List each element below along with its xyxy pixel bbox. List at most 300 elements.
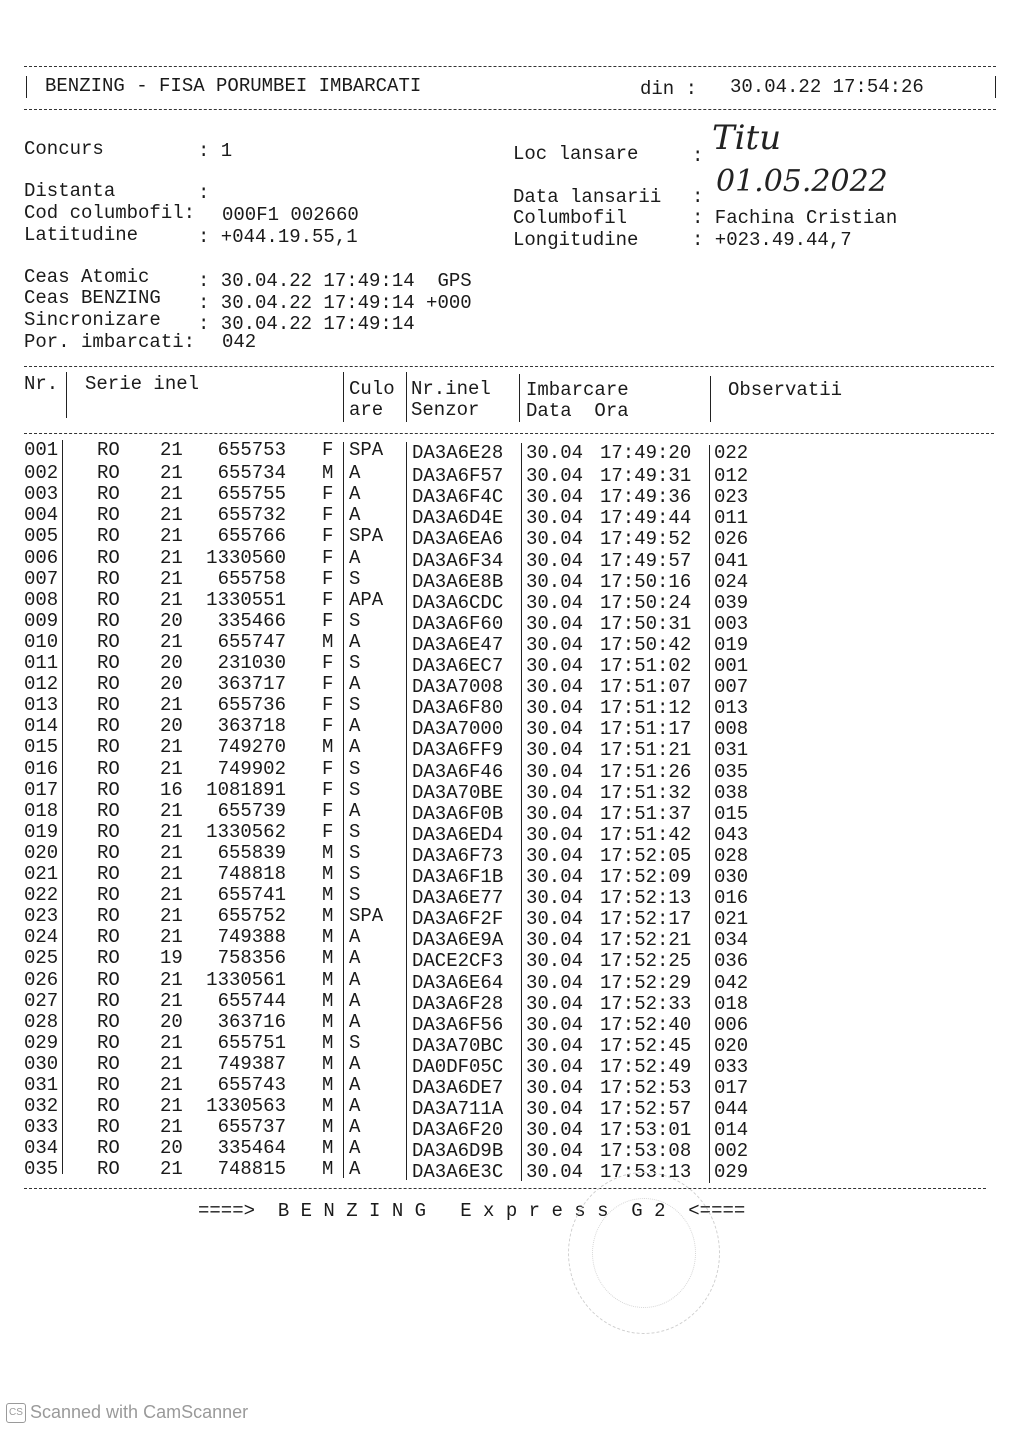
- color: A: [349, 504, 361, 527]
- table-row: [0, 820, 1024, 846]
- country: RO: [97, 799, 120, 822]
- sensor-id: DA3A6F1B: [412, 866, 504, 888]
- observation: 021: [714, 908, 749, 931]
- observation: 028: [714, 844, 749, 867]
- table-row: [0, 736, 1024, 762]
- date: 30.04: [526, 633, 584, 656]
- col-header-senzor-1: Nr.inel: [411, 378, 491, 400]
- row-nr: 013: [24, 694, 59, 717]
- sensor-id: DA3A6F4C: [412, 486, 504, 509]
- table-header-rule: [24, 433, 994, 434]
- country: RO: [97, 841, 120, 864]
- country: RO: [97, 947, 120, 970]
- sex: M: [322, 462, 334, 485]
- color: S: [349, 863, 361, 885]
- time: 17:49:20: [600, 442, 692, 464]
- header-bottom-rule: [24, 109, 996, 110]
- table-row: [0, 1137, 1024, 1163]
- country: RO: [97, 1116, 120, 1139]
- observation: 030: [714, 866, 749, 888]
- date: 30.04: [526, 718, 584, 741]
- date: 30.04: [526, 929, 584, 952]
- country: RO: [97, 1052, 120, 1075]
- year: 21: [160, 630, 183, 653]
- row-nr: 015: [24, 736, 59, 759]
- row-nr: 018: [24, 799, 59, 822]
- concurs-value: : 1: [198, 140, 233, 162]
- sex: F: [322, 757, 334, 780]
- ring-number: 748818: [217, 863, 286, 885]
- color: A: [349, 1074, 361, 1096]
- observation: 002: [714, 1140, 749, 1163]
- color: S: [349, 1031, 361, 1054]
- ring-number: 655755: [217, 483, 286, 506]
- row-nr: 021: [24, 863, 59, 885]
- ring-number: 335466: [217, 609, 286, 632]
- date: 30.04: [526, 465, 584, 488]
- time: 17:53:13: [600, 1161, 692, 1184]
- date: 30.04: [526, 950, 584, 973]
- observation: 036: [714, 950, 749, 973]
- year: 21: [160, 736, 183, 759]
- sensor-id: DA3A6F73: [412, 844, 504, 867]
- sensor-id: DA3A6CDC: [412, 591, 504, 614]
- observation: 043: [714, 823, 749, 846]
- row-nr: 034: [24, 1137, 59, 1160]
- sex: M: [322, 630, 334, 653]
- sensor-id: DA3A6F28: [412, 992, 504, 1015]
- color: A: [349, 1116, 361, 1139]
- sensor-id: DA3A6FF9: [412, 739, 504, 762]
- table-row: [0, 1052, 1024, 1078]
- sex: F: [322, 799, 334, 822]
- year: 21: [160, 884, 183, 907]
- sex: F: [322, 652, 334, 674]
- country: RO: [97, 905, 120, 928]
- year: 21: [160, 483, 183, 506]
- observation: 031: [714, 739, 749, 762]
- time: 17:52:40: [600, 1013, 692, 1036]
- ring-number: 1330563: [206, 1095, 286, 1118]
- time: 17:51:21: [600, 739, 692, 762]
- sex: M: [322, 905, 334, 928]
- row-nr: 005: [24, 525, 59, 548]
- date: 30.04: [526, 570, 584, 593]
- row-nr: 020: [24, 841, 59, 864]
- time: 17:51:32: [600, 781, 692, 804]
- row-nr: 028: [24, 1010, 59, 1033]
- table-row: [0, 504, 1024, 530]
- ring-number: 1330561: [206, 968, 286, 991]
- color: A: [349, 673, 361, 696]
- ring-number: 655766: [217, 525, 286, 548]
- year: 21: [160, 525, 183, 548]
- sensor-id: DA3A70BE: [412, 781, 504, 804]
- year: 20: [160, 609, 183, 632]
- country: RO: [97, 1010, 120, 1033]
- year: 21: [160, 820, 183, 843]
- sensor-id: DA3A6DE7: [412, 1077, 504, 1099]
- ring-number: 749387: [217, 1052, 286, 1075]
- sex: F: [322, 525, 334, 548]
- sex: M: [322, 863, 334, 885]
- observation: 026: [714, 528, 749, 551]
- header-right-bar: [995, 76, 996, 98]
- sensor-id: DA3A6EC7: [412, 655, 504, 677]
- country: RO: [97, 863, 120, 885]
- time: 17:52:09: [600, 866, 692, 888]
- color: A: [349, 989, 361, 1012]
- date: 30.04: [526, 507, 584, 530]
- row-nr: 029: [24, 1031, 59, 1054]
- camscanner-watermark: [6, 1402, 248, 1423]
- year: 20: [160, 1010, 183, 1033]
- sensor-id: DA3A6EA6: [412, 528, 504, 551]
- row-nr: 019: [24, 820, 59, 843]
- ring-number: 749270: [217, 736, 286, 759]
- sensor-id: DA3A6F57: [412, 465, 504, 488]
- country: RO: [97, 968, 120, 991]
- country: RO: [97, 588, 120, 611]
- sex: F: [322, 694, 334, 717]
- observation: 042: [714, 971, 749, 994]
- latitudine-value: : +044.19.55,1: [198, 226, 358, 248]
- sensor-id: DA3A6ED4: [412, 823, 504, 846]
- date: 30.04: [526, 739, 584, 762]
- table-row: [0, 525, 1024, 551]
- sensor-id: DA3A6F2F: [412, 908, 504, 931]
- sensor-id: DA3A6E3C: [412, 1161, 504, 1184]
- color: A: [349, 926, 361, 949]
- ceas-benzing-label: Ceas BENZING: [24, 287, 161, 309]
- row-nr: 016: [24, 757, 59, 780]
- row-nr: 017: [24, 778, 59, 801]
- time: 17:52:45: [600, 1034, 692, 1057]
- concurs-label: Concurs: [24, 138, 104, 160]
- country: RO: [97, 1031, 120, 1054]
- country: RO: [97, 525, 120, 548]
- date: 30.04: [526, 887, 584, 910]
- year: 21: [160, 968, 183, 991]
- table-row: [0, 947, 1024, 973]
- date: 30.04: [526, 528, 584, 551]
- year: 20: [160, 673, 183, 696]
- year: 21: [160, 1074, 183, 1096]
- sensor-id: DA3A6E77: [412, 887, 504, 910]
- sex: F: [322, 546, 334, 569]
- table-row: [0, 567, 1024, 593]
- table-row: [0, 905, 1024, 931]
- sex: F: [322, 483, 334, 506]
- country: RO: [97, 1074, 120, 1096]
- sex: M: [322, 1095, 334, 1118]
- color: S: [349, 841, 361, 864]
- observation: 039: [714, 591, 749, 614]
- table-row: [0, 1074, 1024, 1099]
- ring-number: 363717: [217, 673, 286, 696]
- color: A: [349, 630, 361, 653]
- time: 17:52:05: [600, 844, 692, 867]
- ceas-benzing-value: : 30.04.22 17:49:14 +000: [198, 292, 472, 314]
- date: 30.04: [526, 1034, 584, 1057]
- color: A: [349, 462, 361, 485]
- sex: F: [322, 439, 334, 461]
- sex: M: [322, 884, 334, 907]
- country: RO: [97, 1095, 120, 1118]
- time: 17:51:26: [600, 760, 692, 783]
- table-row: [0, 630, 1024, 656]
- date: 30.04: [526, 1140, 584, 1163]
- time: 17:53:08: [600, 1140, 692, 1163]
- row-nr: 033: [24, 1116, 59, 1139]
- ring-number: 749388: [217, 926, 286, 949]
- sex: F: [322, 609, 334, 632]
- date: 30.04: [526, 823, 584, 846]
- row-nr: 011: [24, 652, 59, 674]
- table-row: [0, 1116, 1024, 1142]
- ring-number: 655747: [217, 630, 286, 653]
- country: RO: [97, 439, 120, 461]
- porumbei-imbarcati-label: Por. imbarcati:: [24, 331, 196, 353]
- date: 30.04: [526, 1119, 584, 1142]
- ring-number: 363716: [217, 1010, 286, 1033]
- row-nr: 009: [24, 609, 59, 632]
- observation: 038: [714, 781, 749, 804]
- table-row: [0, 757, 1024, 783]
- col-header-imbarcare-1: Imbarcare: [526, 379, 629, 401]
- row-nr: 027: [24, 989, 59, 1012]
- sensor-id: DA3A6F46: [412, 760, 504, 783]
- sensor-id: DA3A6F0B: [412, 802, 504, 825]
- color: A: [349, 968, 361, 991]
- ceas-atomic-value: : 30.04.22 17:49:14 GPS: [198, 270, 472, 292]
- table-row: [0, 483, 1024, 509]
- longitudine-value: : +023.49.44,7: [692, 229, 852, 251]
- print-timestamp: 30.04.22 17:54:26: [730, 76, 924, 98]
- ring-number: 655753: [217, 439, 286, 461]
- row-nr: 026: [24, 968, 59, 991]
- year: 21: [160, 799, 183, 822]
- sensor-id: DA3A6E9A: [412, 929, 504, 952]
- sensor-id: DA3A6E47: [412, 633, 504, 656]
- sex: M: [322, 1116, 334, 1139]
- country: RO: [97, 567, 120, 590]
- ring-number: 1330551: [206, 588, 286, 611]
- time: 17:52:53: [600, 1077, 692, 1099]
- longitudine-label: Longitudine: [513, 229, 639, 251]
- footer-banner: ====> B E N Z I N G E x p r e s s G 2 <====: [198, 1200, 746, 1222]
- sex: F: [322, 820, 334, 843]
- columbofil-value: : Fachina Cristian: [692, 207, 898, 229]
- cod-columbofil-label: Cod columbofil:: [24, 202, 196, 224]
- ring-number: 655737: [217, 1116, 286, 1139]
- sex: M: [322, 947, 334, 970]
- ring-number: 758356: [217, 947, 286, 970]
- date: 30.04: [526, 676, 584, 699]
- sensor-id: DA3A6E8B: [412, 570, 504, 593]
- year: 21: [160, 1158, 183, 1181]
- time: 17:49:57: [600, 549, 692, 572]
- country: RO: [97, 715, 120, 738]
- observation: 008: [714, 718, 749, 741]
- color: S: [349, 694, 361, 717]
- observation: 006: [714, 1013, 749, 1036]
- row-nr: 025: [24, 947, 59, 970]
- table-row: [0, 588, 1024, 614]
- year: 21: [160, 546, 183, 569]
- ring-number: 655736: [217, 694, 286, 717]
- observation: 029: [714, 1161, 749, 1184]
- sex: M: [322, 1052, 334, 1075]
- row-nr: 035: [24, 1158, 59, 1181]
- country: RO: [97, 1137, 120, 1160]
- table-row: [0, 799, 1024, 825]
- header-top-rule: [24, 66, 996, 67]
- date: 30.04: [526, 697, 584, 720]
- date: 30.04: [526, 1098, 584, 1121]
- table-row: [0, 1031, 1024, 1057]
- year: 21: [160, 1052, 183, 1075]
- year: 21: [160, 504, 183, 527]
- observation: 015: [714, 802, 749, 825]
- sex: M: [322, 968, 334, 991]
- row-nr: 003: [24, 483, 59, 506]
- sincronizare-label: Sincronizare: [24, 309, 161, 331]
- loc-lansare-handwritten: Titu: [712, 118, 782, 158]
- country: RO: [97, 652, 120, 674]
- table-row: [0, 926, 1024, 952]
- ring-number: 655744: [217, 989, 286, 1012]
- color: A: [349, 1052, 361, 1075]
- din-label: din :: [640, 78, 698, 100]
- time: 17:49:52: [600, 528, 692, 551]
- time: 17:52:21: [600, 929, 692, 952]
- observation: 022: [714, 442, 749, 464]
- observation: 011: [714, 507, 749, 530]
- country: RO: [97, 778, 120, 801]
- data-lansarii-colon: :: [692, 186, 704, 208]
- col-divider: [406, 372, 407, 422]
- time: 17:51:42: [600, 823, 692, 846]
- col-header-nr: Nr.: [24, 373, 59, 395]
- time: 17:50:42: [600, 633, 692, 656]
- date: 30.04: [526, 591, 584, 614]
- header-left-bar: [26, 76, 27, 98]
- latitudine-label: Latitudine: [24, 224, 139, 246]
- col-divider: [710, 376, 711, 422]
- observation: 003: [714, 612, 749, 635]
- country: RO: [97, 673, 120, 696]
- year: 21: [160, 863, 183, 885]
- row-nr: 032: [24, 1095, 59, 1118]
- distanta-label: Distanta: [24, 180, 116, 202]
- time: 17:52:29: [600, 971, 692, 994]
- color: A: [349, 546, 361, 569]
- country: RO: [97, 989, 120, 1012]
- year: 21: [160, 841, 183, 864]
- observation: 017: [714, 1077, 749, 1099]
- sex: M: [322, 1074, 334, 1096]
- col-divider: [519, 374, 520, 422]
- date: 30.04: [526, 1077, 584, 1099]
- country: RO: [97, 884, 120, 907]
- sensor-id: DA3A70BC: [412, 1034, 504, 1057]
- year: 21: [160, 462, 183, 485]
- observation: 044: [714, 1098, 749, 1121]
- camscanner-text: Scanned with CamScanner: [30, 1402, 249, 1422]
- ring-number: 231030: [217, 652, 286, 674]
- sex: F: [322, 715, 334, 738]
- sensor-id: DA3A6E64: [412, 971, 504, 994]
- row-nr: 031: [24, 1074, 59, 1096]
- country: RO: [97, 462, 120, 485]
- table-row: [0, 609, 1024, 635]
- row-nr: 012: [24, 673, 59, 696]
- year: 21: [160, 588, 183, 611]
- year: 21: [160, 989, 183, 1012]
- table-row: [0, 439, 1024, 464]
- sex: F: [322, 504, 334, 527]
- year: 21: [160, 567, 183, 590]
- color: S: [349, 884, 361, 907]
- col-header-senzor-2: Senzor: [411, 399, 480, 421]
- time: 17:51:17: [600, 718, 692, 741]
- sex: F: [322, 778, 334, 801]
- country: RO: [97, 1158, 120, 1181]
- sensor-id: DA3A6D9B: [412, 1140, 504, 1163]
- ring-number: 655758: [217, 567, 286, 590]
- row-nr: 001: [24, 439, 59, 461]
- col-header-serie: Serie inel: [85, 373, 200, 395]
- row-nr: 024: [24, 926, 59, 949]
- ring-number: 655752: [217, 905, 286, 928]
- observation: 020: [714, 1034, 749, 1057]
- observation: 019: [714, 633, 749, 656]
- year: 20: [160, 652, 183, 674]
- table-row: [0, 1010, 1024, 1036]
- time: 17:52:49: [600, 1055, 692, 1078]
- col-header-imbarcare-2: Data Ora: [526, 400, 629, 422]
- time: 17:51:07: [600, 676, 692, 699]
- ring-number: 655732: [217, 504, 286, 527]
- sex: M: [322, 1137, 334, 1160]
- date: 30.04: [526, 549, 584, 572]
- observation: 035: [714, 760, 749, 783]
- cod-columbofil-value: 000F1 002660: [222, 204, 359, 226]
- row-nr: 006: [24, 546, 59, 569]
- color: S: [349, 778, 361, 801]
- time: 17:50:16: [600, 570, 692, 593]
- color: A: [349, 947, 361, 970]
- country: RO: [97, 926, 120, 949]
- sincronizare-value: : 30.04.22 17:49:14: [198, 313, 415, 335]
- country: RO: [97, 820, 120, 843]
- date: 30.04: [526, 655, 584, 677]
- sex: F: [322, 588, 334, 611]
- color: S: [349, 820, 361, 843]
- col-divider: [343, 372, 344, 422]
- year: 21: [160, 1116, 183, 1139]
- color: A: [349, 1137, 361, 1160]
- col-header-observatii: Observatii: [728, 379, 843, 401]
- col-divider: [66, 372, 67, 418]
- porumbei-imbarcati-value: 042: [222, 331, 257, 353]
- observation: 018: [714, 992, 749, 1015]
- year: 21: [160, 1031, 183, 1054]
- date: 30.04: [526, 612, 584, 635]
- sensor-id: DA3A711A: [412, 1098, 504, 1121]
- year: 21: [160, 694, 183, 717]
